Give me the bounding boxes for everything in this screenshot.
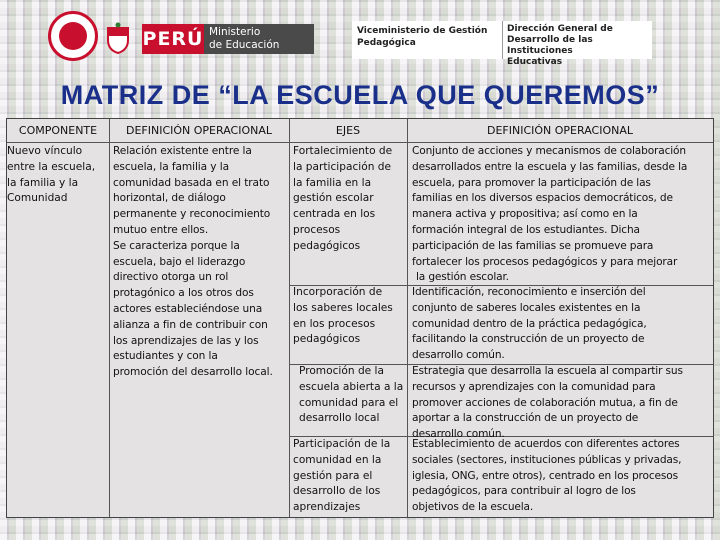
def-line: escuela, la familia y la: [113, 160, 229, 173]
eje-def-line: pedagógicos, para contribuir al logro de los: [412, 485, 636, 498]
direction-label: [502, 21, 652, 67]
eje-def-line: la gestión escolar.: [416, 271, 509, 284]
eje-def-line: familias en los diversos espacios democráticos, de: [412, 192, 673, 205]
eje-def-line: facilitando la construcción de un proyecto de: [412, 333, 645, 346]
ministry-line-2: de Educación: [209, 39, 280, 51]
eje-def-cell-2: [412, 285, 712, 364]
eje-line: comunidad para el: [299, 396, 399, 409]
eje-def-cell-3: [412, 364, 712, 443]
eje-line: Incorporación de: [293, 286, 383, 298]
def-line: los aprendizajes de las y los: [113, 334, 259, 347]
dir-line-3: Educativas: [507, 57, 563, 67]
header-definicion-2: DEFINICIÓN OPERACIONAL: [407, 119, 713, 143]
eje-def-line: comunidad dentro de la práctica pedagógica,: [412, 317, 647, 330]
componente-line: la familia y la: [7, 176, 79, 189]
eje-def-line: Conjunto de acciones y mecanismos de colaboración: [412, 145, 686, 157]
def-line: permanente y reconocimiento: [113, 208, 271, 221]
def-line: Se caracteriza porque la: [113, 239, 240, 252]
def-line: Relación existente entre la: [113, 145, 252, 157]
eje-line: los saberes locales: [293, 301, 393, 314]
def-line: protagónico a los otros dos: [113, 287, 254, 300]
eje-def-line: objetivos de la escuela.: [412, 501, 534, 514]
eje-def-line: Identificación, reconocimiento e inserción del: [412, 286, 646, 298]
eje-line: gestión para el: [293, 469, 373, 482]
eje-def-line: Establecimiento de acuerdos con diferentes actores: [412, 438, 680, 450]
def-line: estudiantes y con la: [113, 350, 218, 363]
def-line: mutuo entre ellos.: [113, 223, 209, 236]
eje-def-line: formación integral de los estudiantes. Dicha: [412, 223, 640, 236]
eje-line: pedagógicos: [293, 333, 361, 346]
eje-line: Participación de la: [293, 438, 391, 450]
header-ejes: EJES: [289, 119, 407, 143]
peru-coat-of-arms-icon: [104, 22, 132, 54]
eje-def-line: sociales (sectores, instituciones públicas y privadas,: [412, 453, 682, 466]
definicion-componente-cell: [113, 144, 289, 381]
eje-cell-4: [293, 437, 405, 516]
eje-def-line: iglesia, ONG, entre otros), centrado en los procesos: [412, 469, 678, 482]
eje-line: en los procesos: [293, 317, 376, 330]
def-line: alianza a fin de contribuir con: [113, 318, 268, 331]
page-title: MATRIZ DE “LA ESCUELA QUE QUEREMOS”: [60, 80, 660, 110]
eje-cell-2: [293, 285, 405, 348]
eje-def-line: desarrollo común.: [412, 349, 505, 362]
eje-def-line: promover acciones de colaboración mutua, a fin de: [412, 396, 678, 409]
eje-cell-3: [293, 364, 405, 427]
eje-line: comunidad en la: [293, 453, 382, 466]
def-line: comunidad basada en el trato: [113, 176, 270, 189]
componente-line: Nuevo vínculo: [7, 145, 83, 157]
eje-def-line: desarrollados entre la escuela y las familias, desde la: [412, 160, 688, 173]
eje-line: Promoción de la: [299, 365, 384, 377]
matrix-table: [6, 118, 714, 518]
componente-line: Comunidad: [7, 192, 68, 205]
eje-line: gestión escolar: [293, 192, 374, 205]
eje-line: escuela abierta a la: [299, 380, 404, 393]
def-line: horizontal, de diálogo: [113, 192, 226, 205]
eje-line: aprendizajes: [293, 501, 361, 514]
dir-line-1: Dirección General de: [507, 24, 613, 34]
vice-line-1: Viceministerio de Gestión: [357, 26, 488, 36]
def-line: directivo otorga un rol: [113, 271, 229, 284]
eje-def-line: fortalecer los procesos pedagógicos y para mejorar: [412, 255, 678, 268]
eje-def-cell-1: [412, 144, 712, 286]
componente-line: entre la escuela,: [7, 160, 96, 173]
eje-def-line: aportar a la construcción de un proyecto de: [412, 412, 639, 425]
eje-cell-1: [293, 144, 405, 255]
viceministry-label: [352, 21, 502, 59]
eje-def-line: conjunto de saberes locales existentes en la: [412, 301, 641, 314]
componente-cell: [7, 144, 109, 207]
ministry-line-1: Ministerio: [209, 26, 261, 38]
eje-line: procesos: [293, 223, 341, 236]
eje-line: Fortalecimiento de: [293, 145, 393, 157]
school-seal-icon: [48, 11, 98, 61]
eje-def-line: escuela, para promover la participación de las: [412, 176, 651, 189]
def-line: escuela, bajo el liderazgo: [113, 255, 246, 268]
header: [0, 0, 720, 70]
eje-def-line: desarrollo común.: [412, 428, 505, 441]
dir-line-2: Desarrollo de las Instituciones: [507, 35, 593, 56]
eje-line: desarrollo de los: [293, 485, 381, 498]
header-componente: COMPONENTE: [7, 119, 109, 143]
header-definicion-1: DEFINICIÓN OPERACIONAL: [109, 119, 289, 143]
eje-line: desarrollo local: [299, 412, 380, 425]
eje-def-line: Estrategia que desarrolla la escuela al compartir sus: [412, 365, 683, 377]
eje-line: pedagógicos: [293, 239, 361, 252]
def-line: actores estableciéndose una: [113, 302, 263, 315]
peru-label: PERÚ: [142, 24, 204, 54]
def-line: promoción del desarrollo local.: [113, 366, 273, 379]
eje-line: centrada en los: [293, 208, 376, 221]
eje-def-cell-4: [412, 437, 712, 516]
eje-def-line: manera activa y propositiva; así como en la: [412, 208, 638, 221]
ministry-label: [204, 24, 314, 54]
eje-def-line: participación de las familias se promueve para: [412, 239, 654, 252]
eje-line: la familia en la: [293, 176, 372, 189]
vice-line-2: Pedagógica: [357, 38, 416, 48]
eje-def-line: recursos y aprendizajes con la comunidad para: [412, 380, 656, 393]
eje-line: la participación de: [293, 160, 392, 173]
